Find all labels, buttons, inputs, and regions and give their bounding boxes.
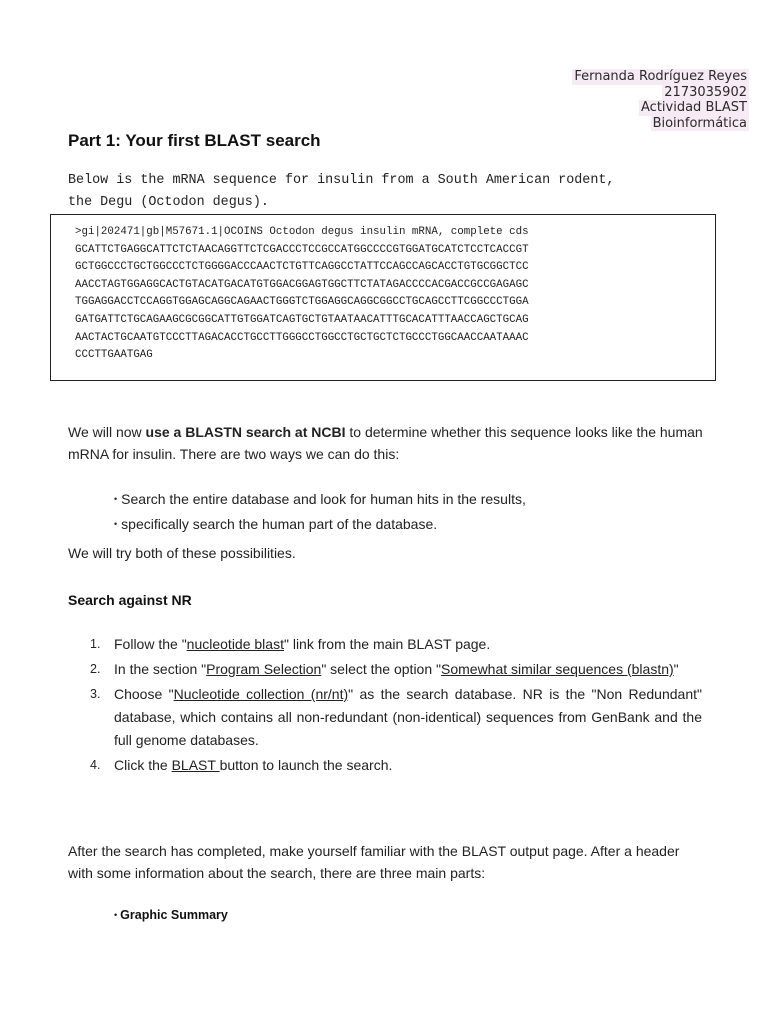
step-number: 3. xyxy=(90,687,101,701)
step-text: " xyxy=(673,661,679,677)
course-name: Bioinformática xyxy=(652,115,747,131)
step-number: 4. xyxy=(90,758,101,772)
step-text: button to launch the search. xyxy=(219,757,393,773)
program-selection-link[interactable]: Program Selection xyxy=(206,661,322,677)
step-number: 1. xyxy=(90,637,101,651)
list-item: • specifically search the human part of the database. xyxy=(114,512,526,537)
sequence-line: AACTACTGCAATGTCCCTTAGACACCTGCCTTGGGCCTGGCCTGCTGCTCTGCCCTGGCAACCAATAAAC xyxy=(75,331,529,344)
activity-name: Actividad BLAST xyxy=(641,100,747,115)
graphic-summary-item: • Graphic Summary xyxy=(114,908,228,922)
part-title: Part 1: Your first BLAST search xyxy=(68,131,321,150)
author-block xyxy=(572,69,749,131)
steps-list xyxy=(90,633,702,779)
sequence-line: AACCTAGTGGAGGCACTGTACATGACATGTGGACGGAGTGGCTTCTATAGACCCCACGACCGCCGAGAGC xyxy=(75,278,529,291)
step-4 xyxy=(90,754,702,777)
step-text: Click the xyxy=(114,757,172,773)
intro-text xyxy=(68,170,708,214)
step-text: " as the search database. NR is the "Non Redundant" database, which contains all non-redundant (non-identical) sequences from GenBank and the full genome databases. xyxy=(114,686,702,748)
section-heading: Search against NR xyxy=(68,592,192,608)
author-name: Fernanda Rodríguez Reyes xyxy=(574,69,747,84)
step-text: Choose " xyxy=(114,686,174,702)
sequence-line: GATGATTCTGCAGAAGCGCGGCATTGTGGATCAGTGCTGTAATAACATTTGCACATTTAACCAGCTGCAG xyxy=(75,313,529,326)
somewhat-similar-link[interactable]: Somewhat similar sequences (blastn) xyxy=(441,661,674,677)
step-2 xyxy=(90,658,702,681)
author-id: 2173035902 xyxy=(664,84,747,100)
sequence-line: CCCTTGAATGAG xyxy=(75,349,153,362)
nucleotide-collection-link[interactable]: Nucleotide collection (nr/nt) xyxy=(173,686,349,702)
intro-line-1: Below is the mRNA sequence for insulin from a South American rodent, xyxy=(68,173,615,188)
blastn-paragraph xyxy=(68,421,708,465)
sequence-line: GCTGGCCCTGCTGGCCCTCTGGGGACCCAACTCTGTTCAGGCCTATTCCAGCCAGCACCTGTGCGGCTCC xyxy=(75,261,529,274)
nucleotide-blast-link[interactable]: nucleotide blast xyxy=(186,636,284,652)
step-3 xyxy=(90,683,702,752)
sequence-line: TGGAGGACCTCCAGGTGGAGCAGGCAGAACTGGGTCTGGAGGCAGGCGGCCTGCAGCCTTCGGCCCTGGA xyxy=(75,296,529,309)
para1-text-end: to determine whether this sequence looks like the human mRNA for insulin. There are two ways we can do this: xyxy=(68,424,703,462)
para1-text: We will now xyxy=(68,424,146,440)
sequence-box xyxy=(50,214,716,381)
intro-line-2: the Degu (Octodon degus). xyxy=(68,195,269,210)
step-text: Follow the " xyxy=(114,636,187,652)
sequence-line: GCATTCTGAGGCATTCTCTAACAGGTTCTCGACCCTCCGCCATGGCCCCGTGGATGCATCTCCTCACCGT xyxy=(75,243,529,256)
try-both-paragraph: We will try both of these possibilities. xyxy=(68,545,296,561)
options-list xyxy=(114,487,526,537)
output-paragraph: After the search has completed, make yourself familiar with the BLAST output page. After a header with some information about the search, there are three main parts: xyxy=(68,843,680,881)
blast-button-link[interactable]: BLAST xyxy=(171,757,220,773)
fasta-header: >gi|202471|gb|M57671.1|OCOINS Octodon degus insulin mRNA, complete cds xyxy=(75,226,529,238)
step-1 xyxy=(90,633,702,656)
step-text: " select the option " xyxy=(321,661,441,677)
sequence-text xyxy=(75,224,715,365)
para1-bold: use a BLASTN search at NCBI xyxy=(145,424,346,440)
step-text: " link from the main BLAST page. xyxy=(283,636,491,652)
step-text: In the section " xyxy=(114,661,207,677)
list-item: • Search the entire database and look for human hits in the results, xyxy=(114,487,526,512)
step-number: 2. xyxy=(90,662,101,676)
